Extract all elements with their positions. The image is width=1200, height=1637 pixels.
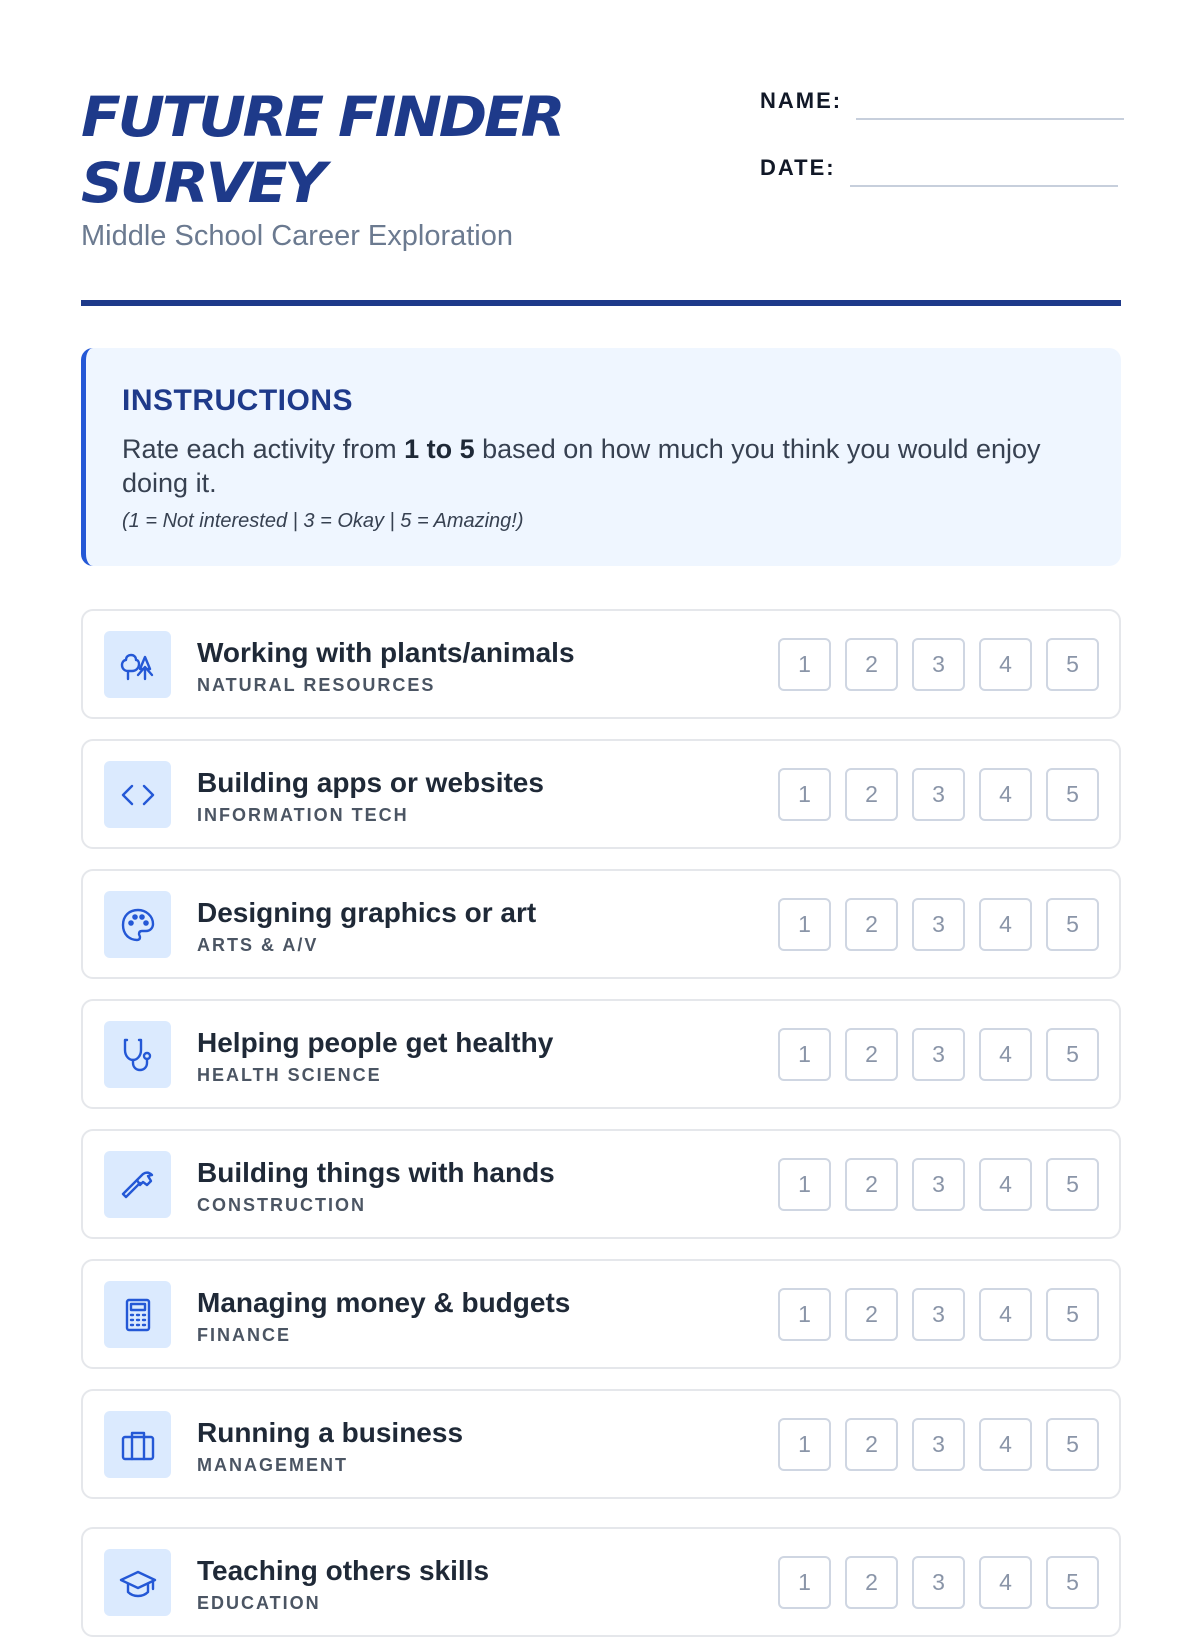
rating-option-4[interactable]: 4 xyxy=(979,1288,1032,1341)
instructions-range: 1 to 5 xyxy=(404,434,475,464)
activity-row xyxy=(81,739,1121,849)
instructions-body xyxy=(122,432,1085,500)
rating-option-4[interactable]: 4 xyxy=(979,1028,1032,1081)
activity-row xyxy=(81,1259,1121,1369)
graduation-cap-icon xyxy=(104,1549,171,1616)
rating-scale xyxy=(778,1158,1099,1211)
page-title xyxy=(81,84,675,216)
date-label: DATE: xyxy=(760,155,836,180)
rating-option-4[interactable]: 4 xyxy=(979,638,1032,691)
header-divider xyxy=(81,300,1121,306)
activity-row xyxy=(81,1129,1121,1239)
instructions-panel xyxy=(81,348,1121,566)
rating-option-5[interactable]: 5 xyxy=(1046,1158,1099,1211)
rating-option-2[interactable]: 2 xyxy=(845,768,898,821)
rating-scale xyxy=(778,768,1099,821)
activity-row xyxy=(81,869,1121,979)
activity-title: Building things with hands xyxy=(197,1157,555,1188)
rating-option-3[interactable]: 3 xyxy=(912,1418,965,1471)
instructions-note: (1 = Not interested | 3 = Okay | 5 = Amazing!) xyxy=(122,510,524,532)
rating-option-1[interactable]: 1 xyxy=(778,1556,831,1609)
activity-category: CONSTRUCTION xyxy=(197,1195,366,1215)
rating-scale xyxy=(778,1556,1099,1609)
rating-option-3[interactable]: 3 xyxy=(912,768,965,821)
date-line[interactable] xyxy=(850,185,1118,187)
activity-title: Working with plants/animals xyxy=(197,637,575,668)
name-line[interactable] xyxy=(856,118,1124,120)
rating-option-3[interactable]: 3 xyxy=(912,1288,965,1341)
rating-scale xyxy=(778,1288,1099,1341)
rating-option-1[interactable]: 1 xyxy=(778,898,831,951)
rating-option-2[interactable]: 2 xyxy=(845,1028,898,1081)
palette-icon xyxy=(104,891,171,958)
briefcase-icon xyxy=(104,1411,171,1478)
rating-option-5[interactable]: 5 xyxy=(1046,1028,1099,1081)
rating-option-3[interactable]: 3 xyxy=(912,1028,965,1081)
name-field[interactable] xyxy=(760,88,1124,114)
rating-option-3[interactable]: 3 xyxy=(912,1556,965,1609)
rating-option-3[interactable]: 3 xyxy=(912,1158,965,1211)
rating-scale xyxy=(778,638,1099,691)
hammer-icon xyxy=(104,1151,171,1218)
activity-category: EDUCATION xyxy=(197,1593,321,1613)
rating-scale xyxy=(778,898,1099,951)
rating-option-1[interactable]: 1 xyxy=(778,768,831,821)
activity-category: NATURAL RESOURCES xyxy=(197,675,436,695)
activity-title: Teaching others skills xyxy=(197,1555,490,1586)
rating-option-5[interactable]: 5 xyxy=(1046,898,1099,951)
rating-option-4[interactable]: 4 xyxy=(979,898,1032,951)
rating-option-4[interactable]: 4 xyxy=(979,768,1032,821)
activity-category: INFORMATION TECH xyxy=(197,805,409,825)
activity-row xyxy=(81,1389,1121,1499)
rating-option-5[interactable]: 5 xyxy=(1046,1288,1099,1341)
instructions-title: INSTRUCTIONS xyxy=(122,384,353,417)
date-field[interactable] xyxy=(760,155,1118,181)
rating-option-5[interactable]: 5 xyxy=(1046,768,1099,821)
code-icon xyxy=(104,761,171,828)
instructions-text-start: Rate each activity from xyxy=(122,434,405,464)
stethoscope-icon xyxy=(104,1021,171,1088)
rating-option-1[interactable]: 1 xyxy=(778,1158,831,1211)
rating-option-1[interactable]: 1 xyxy=(778,1028,831,1081)
activity-category: ARTS & A/V xyxy=(197,935,319,955)
rating-scale xyxy=(778,1028,1099,1081)
instructions-text-end: based on how much you think you would enjoy doing it. xyxy=(122,434,1041,498)
rating-option-1[interactable]: 1 xyxy=(778,1418,831,1471)
rating-option-4[interactable]: 4 xyxy=(979,1418,1032,1471)
rating-option-1[interactable]: 1 xyxy=(778,638,831,691)
rating-option-1[interactable]: 1 xyxy=(778,1288,831,1341)
activity-row xyxy=(81,1527,1121,1637)
activity-title: Running a business xyxy=(197,1417,464,1448)
activity-category: FINANCE xyxy=(197,1325,291,1345)
activity-row xyxy=(81,999,1121,1109)
activity-title: Managing money & budgets xyxy=(197,1287,571,1318)
rating-option-4[interactable]: 4 xyxy=(979,1556,1032,1609)
title-line-1: FUTURE FINDER xyxy=(81,85,563,149)
rating-option-3[interactable]: 3 xyxy=(912,898,965,951)
rating-option-5[interactable]: 5 xyxy=(1046,1418,1099,1471)
rating-scale xyxy=(778,1418,1099,1471)
rating-option-4[interactable]: 4 xyxy=(979,1158,1032,1211)
tree-icon xyxy=(104,631,171,698)
rating-option-2[interactable]: 2 xyxy=(845,638,898,691)
activity-category: HEALTH SCIENCE xyxy=(197,1065,382,1085)
rating-option-2[interactable]: 2 xyxy=(845,1418,898,1471)
activity-title: Building apps or websites xyxy=(197,767,544,798)
rating-option-2[interactable]: 2 xyxy=(845,1158,898,1211)
activity-category: MANAGEMENT xyxy=(197,1455,348,1475)
rating-option-2[interactable]: 2 xyxy=(845,1556,898,1609)
rating-option-2[interactable]: 2 xyxy=(845,898,898,951)
rating-option-5[interactable]: 5 xyxy=(1046,638,1099,691)
rating-option-2[interactable]: 2 xyxy=(845,1288,898,1341)
rating-option-5[interactable]: 5 xyxy=(1046,1556,1099,1609)
page-subtitle: Middle School Career Exploration xyxy=(81,220,513,252)
activity-title: Helping people get healthy xyxy=(197,1027,554,1058)
rating-option-3[interactable]: 3 xyxy=(912,638,965,691)
name-label: NAME: xyxy=(760,88,843,113)
title-line-2: SURVEY xyxy=(81,151,324,215)
calculator-icon xyxy=(104,1281,171,1348)
activity-title: Designing graphics or art xyxy=(197,897,537,928)
activity-row xyxy=(81,609,1121,719)
